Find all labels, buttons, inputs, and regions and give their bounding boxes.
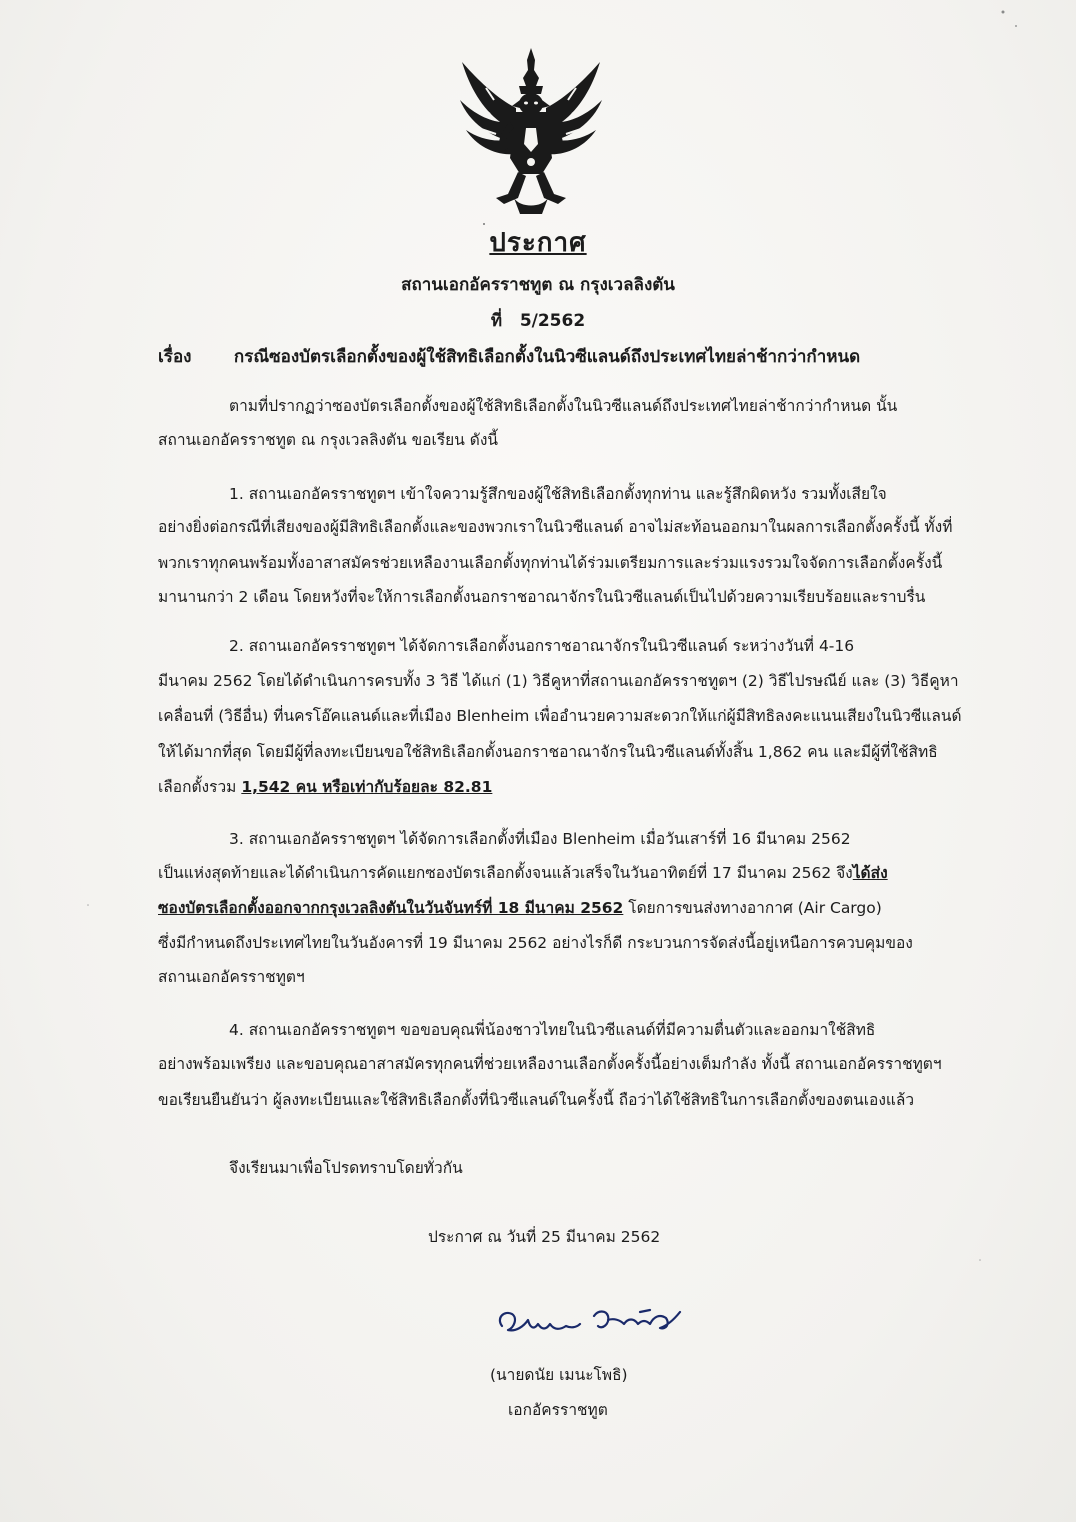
subject-text: กรณีซองบัตรเลือกตั้งของผู้ใช้สิทธิเลือกตั้งในนิวซีแลนด์ถึงประเทศไทยล่าช้ากว่ากำหนด bbox=[233, 347, 861, 367]
signatory-name: (นายดนัย เมนะโพธิ) bbox=[490, 1366, 628, 1384]
subject-label: เรื่อง bbox=[158, 347, 192, 367]
p2-line-3: เคลื่อนที่ (วิธีอื่น) ที่นครโอ๊คแลนด์และที่เมือง Blenheim เพื่ออำนวยความสะดวกให้แก่ผู้มีสิทธิลงคะแนนเสียงในนิวซีแลนด์ bbox=[158, 707, 962, 725]
intro-line-1: ตามที่ปรากฏว่าซองบัตรเลือกตั้งของผู้ใช้สิทธิเลือกตั้งในนิวซีแลนด์ถึงประเทศไทยล่าช้ากว่ากำหนด นั้น bbox=[229, 397, 898, 415]
garuda-emblem-icon bbox=[455, 48, 607, 216]
subject-line bbox=[158, 343, 860, 370]
number-value: 5/2562 bbox=[519, 311, 586, 331]
p1-line-1: 1. สถานเอกอัครราชทูตฯ เข้าใจความรู้สึกของผู้ใช้สิทธิเลือกตั้งทุกท่าน และรู้สึกผิดหวัง รวมทั้งเสียใจ bbox=[229, 485, 887, 503]
p2-line-5-text: เลือกตั้งรวม bbox=[158, 778, 242, 796]
p3-line-4: ซึ่งมีกำหนดถึงประเทศไทยในวันอังคารที่ 19 มีนาคม 2562 อย่างไรก็ดี กระบวนการจัดส่งนี้อยู่เหนือการควบคุมของ bbox=[158, 934, 913, 952]
p3-line-2 bbox=[158, 864, 888, 883]
number-label: ที่ bbox=[490, 311, 503, 331]
dispatch-highlight: ซองบัตรเลือกตั้งออกจากกรุงเวลลิงตันในวันจันทร์ที่ 18 มีนาคม 2562 bbox=[158, 899, 624, 917]
p3-line-3-text: โดยการขนส่งทางอากาศ (Air Cargo) bbox=[623, 899, 882, 917]
p2-line-2: มีนาคม 2562 โดยได้ดำเนินการครบทั้ง 3 วิธี ได้แก่ (1) วิธีคูหาที่สถานเอกอัครราชทูตฯ (2) วิธีไปรษณีย์ และ (3) วิธีคูหา bbox=[158, 672, 959, 690]
p2-line-1: 2. สถานเอกอัครราชทูตฯ ได้จัดการเลือกตั้งนอกราชอาณาจักรในนิวซีแลนด์ ระหว่างวันที่ 4-16 bbox=[229, 637, 855, 655]
p4-line-2: อย่างพร้อมเพรียง และขอบคุณอาสาสมัครทุกคนที่ช่วยเหลืองานเลือกตั้งครั้งนี้อย่างเต็มกำลัง ทั้งนี้ สถานเอกอัครราชทูตฯ bbox=[158, 1055, 942, 1073]
p1-line-3: พวกเราทุกคนพร้อมทั้งอาสาสมัครช่วยเหลืองานเลือกตั้งทุกท่านได้ร่วมเตรียมการและร่วมแรงรวมใจจัดการเลือกตั้งครั้งนี้ bbox=[158, 554, 943, 572]
turnout-highlight: 1,542 คน หรือเท่ากับร้อยละ 82.81 bbox=[241, 778, 493, 796]
p2-line-5 bbox=[158, 778, 492, 797]
embassy-name: สถานเอกอัครราชทูต ณ กรุงเวลลิงตัน bbox=[401, 275, 675, 295]
closing-line: จึงเรียนมาเพื่อโปรดทราบโดยทั่วกัน bbox=[229, 1159, 463, 1177]
p1-line-2: อย่างยิ่งต่อกรณีที่เสียงของผู้มีสิทธิเลือกตั้งและของพวกเราในนิวซีแลนด์ อาจไม่สะท้อนออกมาในผลการเลือกตั้งครั้งนี้ ทั้งที่ bbox=[158, 518, 953, 536]
announcement-date: ประกาศ ณ วันที่ 25 มีนาคม 2562 bbox=[428, 1228, 661, 1246]
p3-line-2-text: เป็นแห่งสุดท้ายและได้ดำเนินการคัดแยกซองบัตรเลือกตั้งจนแล้วเสร็จในวันอาทิตย์ที่ 17 มีนาคม 2562 จึง bbox=[158, 864, 853, 882]
intro-line-2: สถานเอกอัครราชทูต ณ กรุงเวลลิงตัน ขอเรียน ดังนี้ bbox=[158, 431, 499, 449]
signatory-position: เอกอัครราชทูต bbox=[508, 1401, 608, 1419]
dispatch-highlight-start: ได้ส่ง bbox=[852, 864, 888, 882]
p3-line-5: สถานเอกอัครราชทูตฯ bbox=[158, 968, 305, 986]
p4-line-1: 4. สถานเอกอัครราชทูตฯ ขอขอบคุณพี่น้องชาวไทยในนิวซีแลนด์ที่มีความตื่นตัวและออกมาใช้สิทธิ bbox=[229, 1021, 876, 1039]
p1-line-4: มานานกว่า 2 เดือน โดยหวังที่จะให้การเลือกตั้งนอกราชอาณาจักรในนิวซีแลนด์เป็นไปด้วยความเรียบร้อยและราบรื่น bbox=[158, 588, 926, 606]
p3-line-1: 3. สถานเอกอัครราชทูตฯ ได้จัดการเลือกตั้งที่เมือง Blenheim เมื่อวันเสาร์ที่ 16 มีนาคม 2562 bbox=[229, 830, 851, 848]
announcement-title: ประกาศ bbox=[489, 228, 587, 258]
p4-line-3: ขอเรียนยืนยันว่า ผู้ลงทะเบียนและใช้สิทธิเลือกตั้งที่นิวซีแลนด์ในครั้งนี้ ถือว่าได้ใช้สิทธิในการเลือกตั้งของตนเองแล้ว bbox=[158, 1091, 915, 1109]
announcement-number bbox=[0, 307, 1076, 334]
handwritten-signature bbox=[490, 1298, 690, 1346]
p3-line-3 bbox=[158, 899, 882, 918]
p2-line-4: ให้ได้มากที่สุด โดยมีผู้ที่ลงทะเบียนขอใช้สิทธิเลือกตั้งนอกราชอาณาจักรในนิวซีแลนด์ทั้งสิ้น 1,862 คน และมีผู้ที่ใช้สิทธิ bbox=[158, 743, 938, 761]
